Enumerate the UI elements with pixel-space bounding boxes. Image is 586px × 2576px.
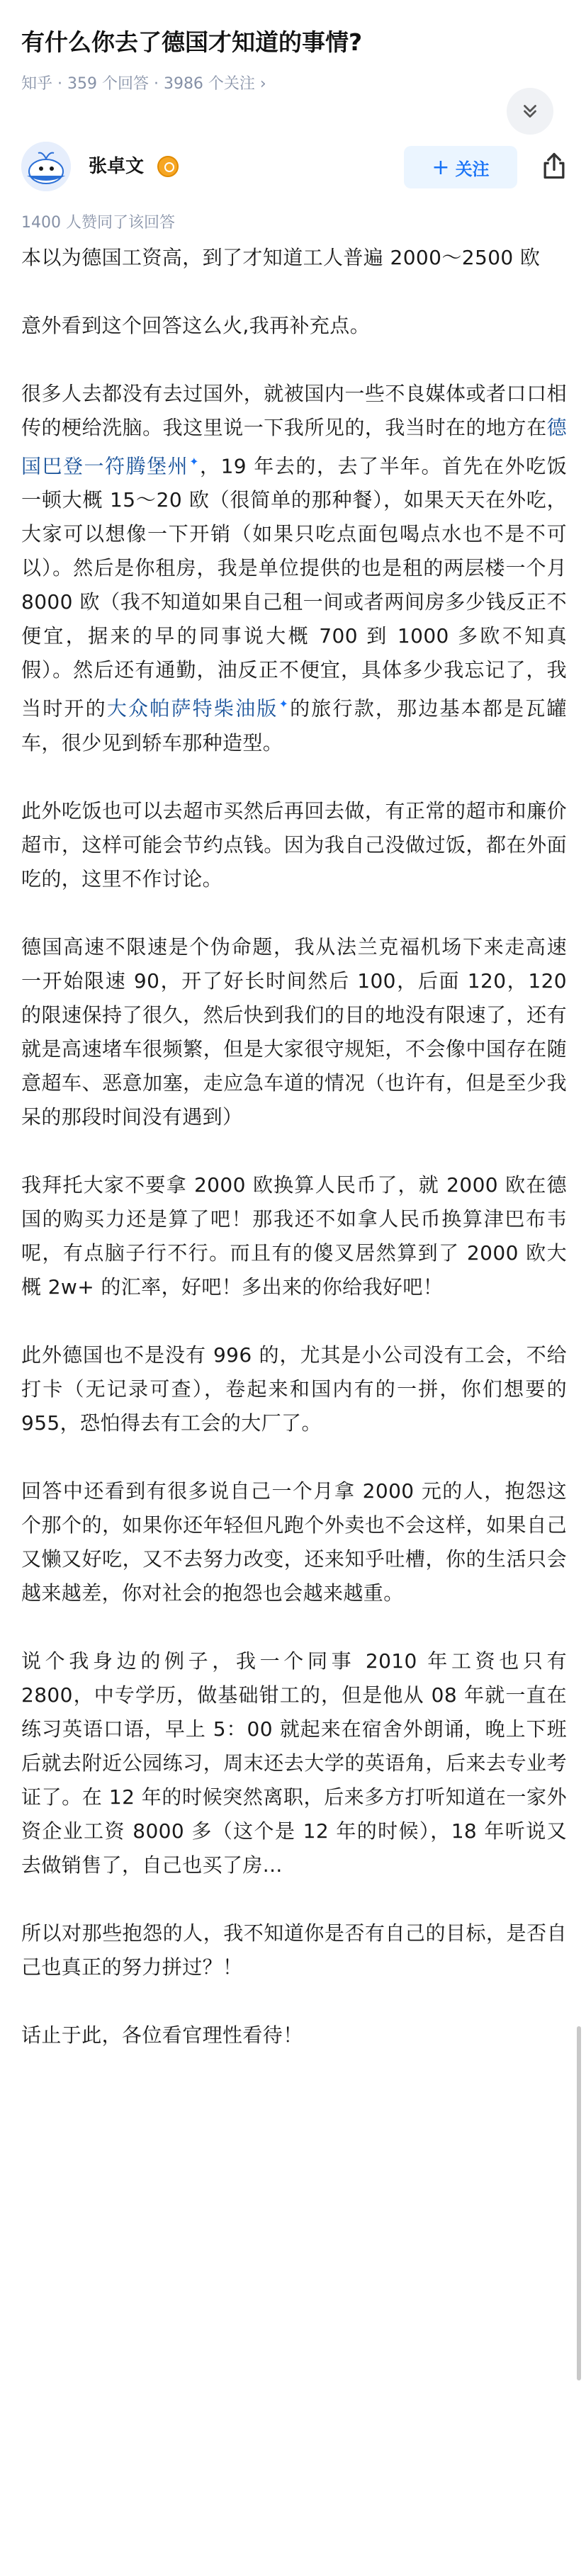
avatar-whale-icon: [21, 142, 71, 191]
author-name[interactable]: 张卓文: [89, 156, 145, 177]
paragraph-5: 德国高速不限速是个伪命题，我从法兰克福机场下来走高速 一开始限速 90，开了好长时间然后 100，后面 120，120 的限速保持了很久，然后快到我们的目的地没有限速了，还有就是高速堵车很频繁，但是大家很守规矩，不会像中国存在随意超车、恶意加塞，走应急车道的情况（也许有，但是至少我呆的那段时间没有遇到）: [21, 934, 567, 1129]
paragraph-4: 此外吃饭也可以去超市买然后再回去做，有正常的超市和廉价超市，这样可能会节约点钱。因为我自己没做过饭，都在外面吃的，这里不作讨论。: [21, 798, 567, 891]
link-baden-wurttemberg[interactable]: 德国巴登一符腾堡州: [21, 416, 567, 478]
paragraph-1: 本以为德国工资高，到了才知道工人普遍 2000～2500 欧: [21, 246, 541, 269]
achievement-badge-icon: [157, 156, 179, 177]
paragraph-3-text-3: 的旅行款，那边基本都是瓦罐车，很少见到轿车那种造型。: [21, 696, 567, 755]
paragraph-6: 我拜托大家不要拿 2000 欧换算人民币了，就 2000 欧在德国的购买力还是算了吧！那我还不如拿人民币换算津巴布韦呢，有点脑子行不行。而且有的傻叉居然算到了 2000 欧大概 2w+ 的汇率，好吧！多出来的你给我好吧！: [21, 1173, 567, 1299]
question-meta[interactable]: 知乎 · 359 个回答 · 3986 个关注 ›: [21, 75, 266, 93]
share-button[interactable]: [539, 150, 570, 181]
paragraph-9: 说个我身边的例子，我一个同事 2010 年工资也只有 2800，中专学历，做基础钳工的，但是他从 08 年就一直在练习英语口语，早上 5：00 就起来在宿舍外朗诵，晚上下班后就去附近公园练习，周末还去大学的英语角，后来去专业考证了。在 12 年的时候突然离职，后来多方打听知道在一家外资企业工资 8000 多（这个是 12 年的时候），18 年听说又去做销售了，自己也买了房...: [21, 1649, 567, 1877]
collapse-button[interactable]: [507, 88, 553, 135]
chevron-double-down-icon: [519, 101, 541, 122]
paragraph-3-text-1: 很多人去都没有去过国外，就被国内一些不良媒体或者口口相传的梗给洗脑。我这里说一下我所见的，我当时在的地方在: [21, 382, 567, 439]
paragraph-10: 所以对那些抱怨的人，我不知道你是否有自己的目标，是否自己也真正的努力拼过？！: [21, 1921, 567, 1979]
link-star-icon: ✦: [189, 455, 199, 468]
avatar[interactable]: [21, 142, 71, 191]
question-title[interactable]: 有什么你去了德国才知道的事情?: [21, 28, 363, 56]
paragraph-3-text-2: ，19 年去的，去了半年。首先在外吃饭一顿大概 15～20 欧（很简单的那种餐），如果天天在外吃，大家可以想像一下开销（如果只吃点面包喝点水也不是不可以）。然后是你租房，我是单位提供的也是租的两层楼一个月 8000 欧（我不知道如果自己租一间或者两间房多少钱反正不便宜，据来的早的同事说大概 700 到 1000 多欧不知真假）。然后还有通勤，油反正不便宜，具体多少我忘记了，我当时开的: [21, 454, 568, 721]
paragraph-11: 话止于此，各位看官理性看待！: [21, 2023, 303, 2047]
paragraph-2: 意外看到这个回答这么火,我再补充点。: [21, 314, 371, 337]
paragraph-3: [21, 377, 567, 760]
paragraph-7: 此外德国也不是没有 996 的，尤其是小公司没有工会，不给打卡（无记录可查），卷起来和国内有的一拼，你们想要的 955，恐怕得去有工会的大厂了。: [21, 1343, 567, 1435]
author-row: [21, 142, 567, 191]
plus-icon: +: [432, 154, 450, 180]
follow-label: 关注: [455, 159, 490, 179]
link-passat-diesel[interactable]: 大众帕萨特柴油版: [106, 696, 278, 721]
follow-button[interactable]: [404, 146, 517, 188]
scrollbar[interactable]: [577, 2026, 581, 2380]
share-icon: [539, 150, 570, 181]
upvote-count: 1400 人赞同了该回答: [21, 214, 175, 232]
link-star-icon: ✦: [278, 697, 289, 711]
answer-content: [21, 241, 567, 2086]
paragraph-8: 回答中还看到有很多说自己一个月拿 2000 元的人，抱怨这个那个的，如果你还年轻但凡跑个外卖也不会这样，如果自己又懒又好吃，又不去努力改变，还来知乎吐槽，你的生活只会越来越差，你对社会的抱怨也会越来越重。: [21, 1479, 567, 1605]
